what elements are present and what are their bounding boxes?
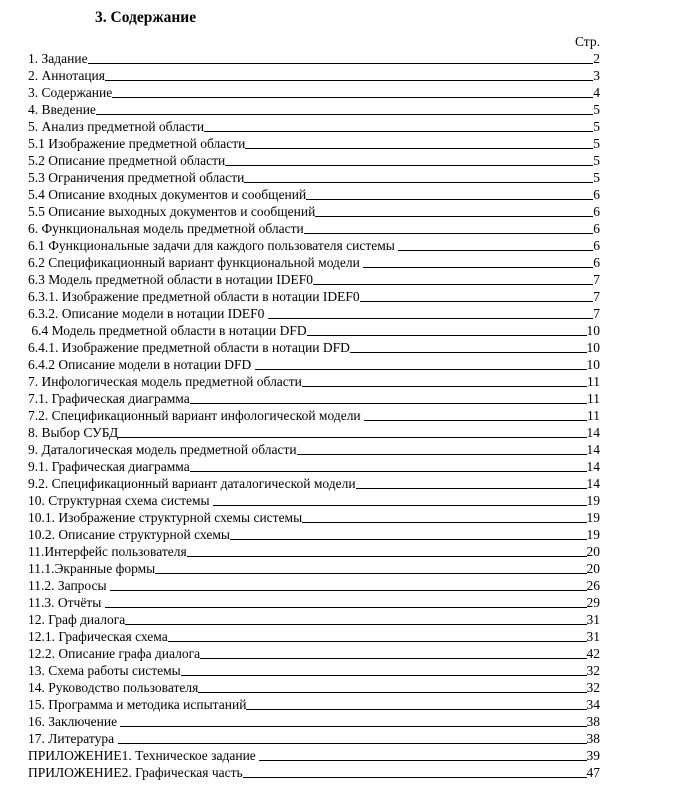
toc-entry <box>28 339 600 356</box>
toc-leader <box>187 543 587 557</box>
toc-entry-label: 11.Интерфейс пользователя <box>28 544 187 559</box>
toc-entry <box>28 50 600 67</box>
toc-entry-label: 11.2. Запросы <box>28 578 110 593</box>
toc-entry-label: 7. Инфологическая модель предметной области <box>28 374 302 389</box>
toc-leader <box>190 390 587 404</box>
toc-leader <box>255 356 587 370</box>
toc-entry <box>28 475 600 492</box>
toc-entry-page: 5 <box>593 102 600 117</box>
toc-entry-label: 10. Структурная схема системы <box>28 493 213 508</box>
toc-leader <box>259 747 586 761</box>
toc-entry <box>28 84 600 101</box>
toc-entry-page: 47 <box>586 765 600 780</box>
toc-entry-page: 5 <box>593 170 600 185</box>
toc-entry <box>28 509 600 526</box>
toc-entry <box>28 203 600 220</box>
toc-leader <box>307 322 587 336</box>
toc-entry-page: 4 <box>593 85 600 100</box>
page-column-header: Стр. <box>574 34 600 49</box>
toc-leader <box>302 373 587 387</box>
toc-entry <box>28 662 600 679</box>
toc-leader <box>364 407 587 421</box>
toc-leader <box>105 67 593 81</box>
toc-entry <box>28 407 600 424</box>
toc-leader <box>88 50 594 64</box>
toc-leader <box>118 424 586 438</box>
toc-entry-label: 8. Выбор СУБД <box>28 425 119 440</box>
toc-leader <box>297 441 587 455</box>
toc-entry-page: 14 <box>586 459 600 474</box>
toc-entry-label: 6.3 Модель предметной области в нотации IDEF0 <box>28 272 313 287</box>
toc-leader <box>244 169 593 183</box>
toc-entry <box>28 441 600 458</box>
toc-entry-label: 3. Содержание <box>28 85 113 100</box>
toc-entry <box>28 747 600 764</box>
toc-entry-page: 31 <box>586 629 600 644</box>
toc-entry-page: 6 <box>593 221 600 236</box>
toc-entry-page: 19 <box>586 493 600 508</box>
toc-leader <box>120 713 586 727</box>
toc-entry-label: 6.1 Функциональные задачи для каждого пользователя системы <box>28 238 399 253</box>
toc-entry-label: 6.3.1. Изображение предметной области в нотации IDEF0 <box>28 289 360 304</box>
toc-entry-label: 4. Введение <box>28 102 96 117</box>
toc-entry <box>28 288 600 305</box>
toc-entry-label: 16. Заключение <box>28 714 121 729</box>
toc-entry-page: 42 <box>586 646 600 661</box>
toc-leader <box>112 84 593 98</box>
toc-entry-label: 9. Даталогическая модель предметной области <box>28 442 297 457</box>
toc-leader <box>230 526 587 540</box>
toc-entry <box>28 220 600 237</box>
toc-entry-label: 5.4 Описание входных документов и сообщений <box>28 187 307 202</box>
toc-entry <box>28 322 600 339</box>
toc-entry <box>28 764 600 781</box>
toc-entry-label: 6.2 Спецификационный вариант функциональной модели <box>28 255 364 270</box>
toc-entry <box>28 458 600 475</box>
toc-entry <box>28 169 600 186</box>
toc-entry-label: 11.1.Экранные формы <box>28 561 156 576</box>
toc-leader <box>302 509 586 523</box>
toc-entry <box>28 560 600 577</box>
toc-entry-page: 6 <box>593 187 600 202</box>
toc-entry <box>28 526 600 543</box>
toc-entry-label: 1. Задание <box>28 51 88 66</box>
toc-leader <box>155 560 586 574</box>
toc-entry-label: 11.3. Отчёты <box>28 595 105 610</box>
toc-entry-label: 5.2 Описание предметной области <box>28 153 226 168</box>
toc-entry-page: 26 <box>586 578 600 593</box>
toc-entry-label: 12.1. Графическая схема <box>28 629 168 644</box>
toc-entry-label: 7.2. Спецификационный вариант инфологической модели <box>28 408 365 423</box>
toc-entry <box>28 356 600 373</box>
toc-entry <box>28 305 600 322</box>
toc-entry <box>28 237 600 254</box>
toc-entry-page: 5 <box>593 119 600 134</box>
toc-leader <box>125 611 586 625</box>
toc-entry-page: 7 <box>593 272 600 287</box>
toc-entry-label: 10.1. Изображение структурной схемы системы <box>28 510 303 525</box>
toc-entry-page: 14 <box>586 476 600 491</box>
toc-leader <box>181 662 587 676</box>
toc-entry-page: 14 <box>586 425 600 440</box>
toc-list <box>28 50 600 781</box>
toc-entry-page: 19 <box>586 510 600 525</box>
toc-entry <box>28 390 600 407</box>
toc-entry-label: ПРИЛОЖЕНИЕ1. Техническое задание <box>28 748 260 763</box>
toc-entry-page: 11 <box>587 391 600 406</box>
toc-entry-label: 9.2. Спецификационный вариант даталогической модели <box>28 476 356 491</box>
toc-entry <box>28 152 600 169</box>
toc-entry <box>28 254 600 271</box>
toc-leader <box>200 645 586 659</box>
toc-entry-page: 38 <box>586 714 600 729</box>
toc-entry <box>28 67 600 84</box>
toc-entry-page: 3 <box>593 68 600 83</box>
toc-leader <box>315 203 593 217</box>
toc-entry-page: 31 <box>586 612 600 627</box>
toc-entry-label: 2. Аннотация <box>28 68 105 83</box>
toc-leader <box>225 152 593 166</box>
toc-leader <box>268 305 593 319</box>
toc-entry-page: 5 <box>593 153 600 168</box>
toc-leader <box>198 679 586 693</box>
toc-leader <box>168 628 587 642</box>
toc-entry-page: 10 <box>586 357 600 372</box>
toc-entry-label: 10.2. Описание структурной схемы <box>28 527 230 542</box>
toc-entry-page: 11 <box>587 374 600 389</box>
toc-entry-label: 12. Граф диалога <box>28 612 126 627</box>
toc-entry-page: 32 <box>586 663 600 678</box>
toc-entry <box>28 696 600 713</box>
toc-entry <box>28 679 600 696</box>
toc-leader <box>360 288 594 302</box>
toc-leader <box>213 492 587 506</box>
toc-entry <box>28 611 600 628</box>
toc-leader <box>246 696 586 710</box>
toc-leader <box>118 730 587 744</box>
toc-entry <box>28 424 600 441</box>
toc-entry <box>28 577 600 594</box>
toc-entry-page: 6 <box>593 238 600 253</box>
toc-entry <box>28 101 600 118</box>
toc-entry-label: 13. Схема работы системы <box>28 663 181 678</box>
toc-leader <box>363 254 593 268</box>
toc-entry <box>28 543 600 560</box>
toc-leader <box>350 339 587 353</box>
toc-entry-label: 14. Руководство пользователя <box>28 680 199 695</box>
toc-entry-label: 5.1 Изображение предметной области <box>28 136 246 151</box>
toc-entry-page: 6 <box>593 204 600 219</box>
toc-entry-label: 17. Литература <box>28 731 118 746</box>
toc-entry-label: 6.3.2. Описание модели в нотации IDEF0 <box>28 306 268 321</box>
toc-entry-page: 11 <box>587 408 600 423</box>
toc-entry-page: 39 <box>586 748 600 763</box>
toc-leader <box>96 101 593 115</box>
toc-entry-label: 6. Функциональная модель предметной области <box>28 221 304 236</box>
toc-leader <box>398 237 593 251</box>
toc-entry-page: 7 <box>593 306 600 321</box>
toc-entry <box>28 594 600 611</box>
toc-entry-label: 5.3 Ограничения предметной области <box>28 170 245 185</box>
toc-entry-label: 9.1. Графическая диаграмма <box>28 459 190 474</box>
toc-entry <box>28 730 600 747</box>
toc-entry <box>28 628 600 645</box>
toc-entry-label: 15. Программа и методика испытаний <box>28 697 247 712</box>
toc-entry-page: 34 <box>586 697 600 712</box>
toc-entry-label: 6.4.2 Описание модели в нотации DFD <box>28 357 255 372</box>
toc-entry <box>28 645 600 662</box>
toc-leader <box>356 475 587 489</box>
toc-entry-label: 5.5 Описание выходных документов и сообщений <box>28 204 316 219</box>
toc-entry <box>28 492 600 509</box>
toc-leader <box>306 186 593 200</box>
toc-entry-label: 7.1. Графическая диаграмма <box>28 391 190 406</box>
toc-entry-page: 14 <box>586 442 600 457</box>
toc-entry-page: 20 <box>586 561 600 576</box>
toc-entry <box>28 186 600 203</box>
toc-entry-page: 7 <box>593 289 600 304</box>
toc-entry-page: 5 <box>593 136 600 151</box>
toc-entry-page: 32 <box>586 680 600 695</box>
toc-entry <box>28 271 600 288</box>
toc-entry <box>28 118 600 135</box>
toc-leader <box>190 458 587 472</box>
toc-entry-page: 2 <box>593 51 600 66</box>
toc-entry-page: 10 <box>586 323 600 338</box>
toc-entry <box>28 373 600 390</box>
toc-leader <box>245 135 593 149</box>
toc-entry-label: 6.4 Модель предметной области в нотации DFD <box>28 323 307 338</box>
toc-entry <box>28 713 600 730</box>
toc-entry-page: 19 <box>586 527 600 542</box>
toc-entry-page: 20 <box>586 544 600 559</box>
toc-entry-page: 6 <box>593 255 600 270</box>
toc-entry-page: 38 <box>586 731 600 746</box>
toc-leader <box>304 220 593 234</box>
toc-leader <box>313 271 593 285</box>
toc-entry <box>28 135 600 152</box>
toc-entry-label: 5. Анализ предметной области <box>28 119 205 134</box>
page-title: 3. Содержание <box>95 9 197 26</box>
toc-entry-label: 6.4.1. Изображение предметной области в нотации DFD <box>28 340 350 355</box>
toc-leader <box>105 594 587 608</box>
toc-entry-page: 29 <box>586 595 600 610</box>
toc-entry-page: 10 <box>586 340 600 355</box>
toc-entry-label: ПРИЛОЖЕНИЕ2. Графическая часть <box>28 765 243 780</box>
toc-leader <box>204 118 593 132</box>
toc-leader <box>243 764 587 778</box>
toc-entry-label: 12.2. Описание графа диалога <box>28 646 201 661</box>
toc-leader <box>110 577 587 591</box>
